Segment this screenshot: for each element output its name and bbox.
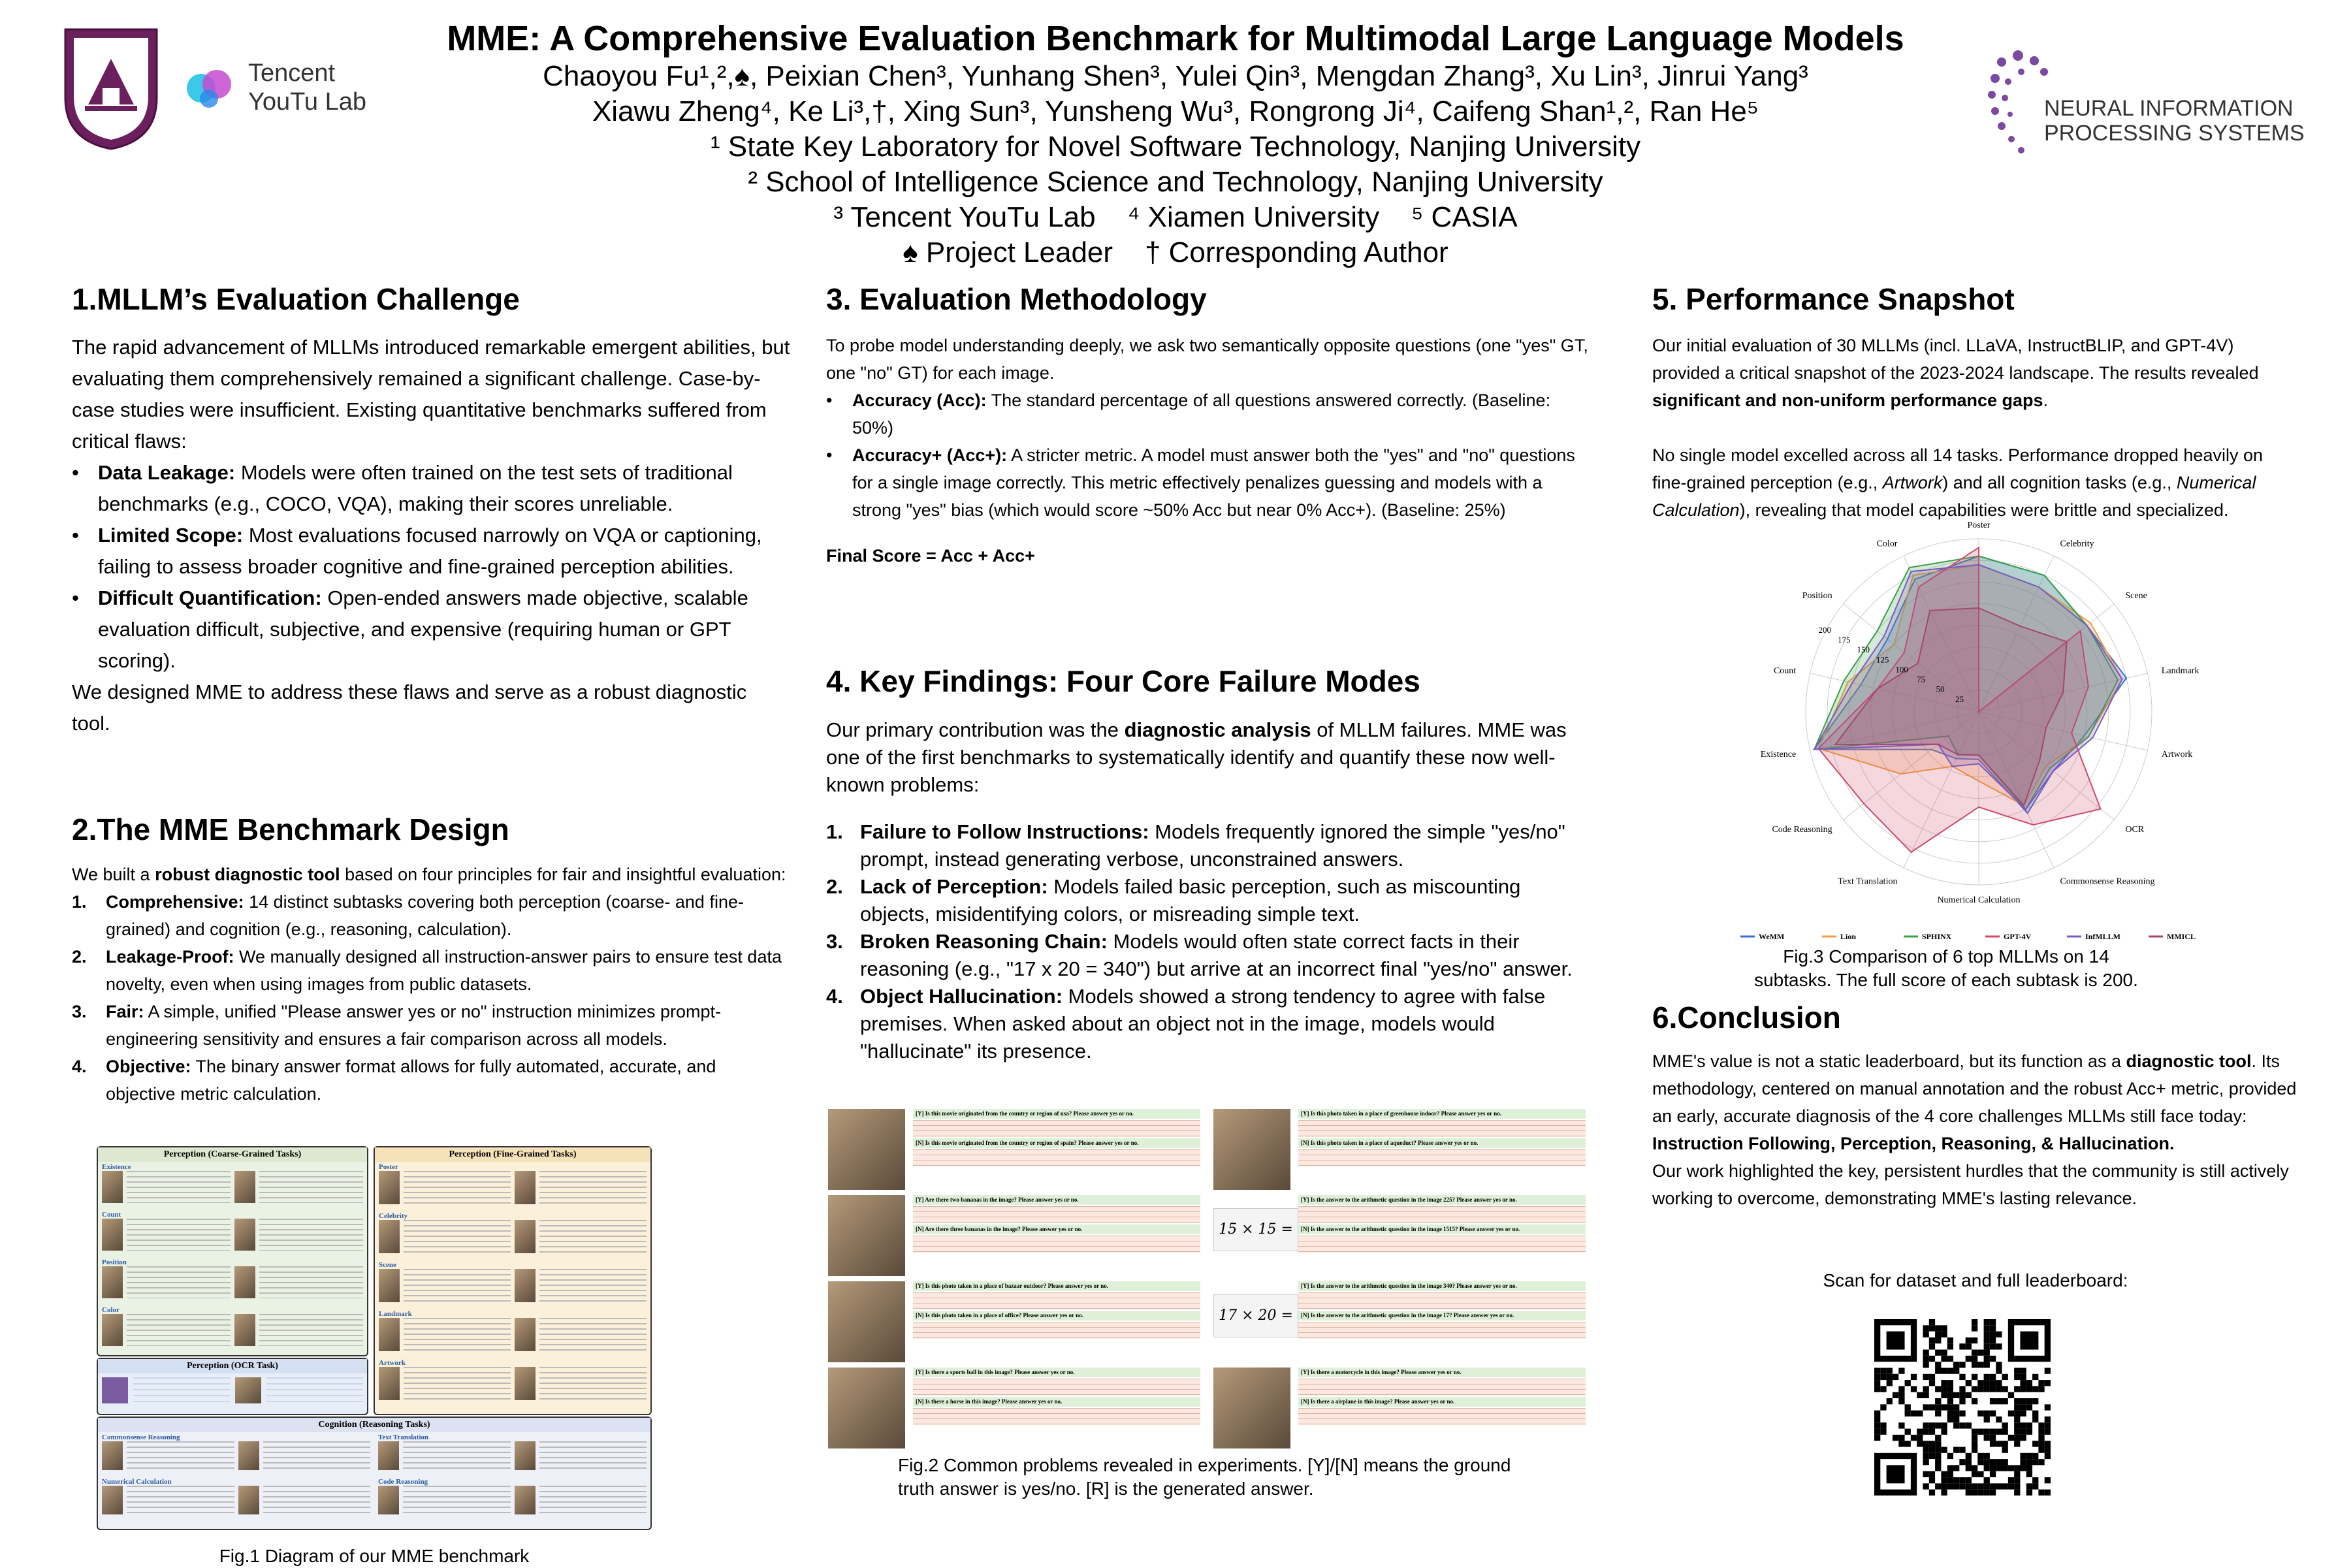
example-image [515, 1318, 536, 1351]
example-text [259, 1314, 363, 1346]
response-text [1298, 1379, 1586, 1396]
example-image [379, 1269, 400, 1302]
example-image [234, 1314, 255, 1346]
conclusion-paragraph-1: MME's value is not a static leaderboard, but its function as a diagnostic tool. Its methodology, centered on manual annotation and the robust Acc+ metric, provided an early, accurate diagnosis of the 4 core challenges MLLMs still face today: Instruction Following, Perception, Reasoning, & Hallucination. [1652, 1051, 2297, 1153]
radar-category-label: OCR [2125, 824, 2145, 835]
example-text [259, 1171, 363, 1203]
radar-tick-label: 175 [1837, 635, 1851, 645]
question-no: [N] Is there a horse in this image? Please answer yes or no. [913, 1397, 1200, 1407]
radar-tick-label: 125 [1876, 654, 1889, 665]
figure-2-caption: Fig.2 Common problems revealed in experiments. [Y]/[N] means the ground truth answer is yes/no. [R] is the generated answer. [898, 1455, 1511, 1499]
example-image [102, 1171, 123, 1203]
list-item: 1. Comprehensive: 14 distinct subtasks covering both perception (coarse- and fine-grained) and cognition (e.g., reasoning, calculation). [72, 892, 744, 939]
list-item: • Limited Scope: Most evaluations focused narrowly on VQA or captioning, failing to assess broader cognitive and fine-grained perception abilities. [98, 520, 790, 583]
section-conclusion [1652, 999, 2299, 1212]
example-text [404, 1367, 511, 1400]
list-item: 3. Fair: A simple, unified "Please answer yes or no" instruction minimizes prompt-engineering sensitivity and ensures a fair comparison across all models. [72, 1002, 722, 1049]
challenge-list [72, 457, 790, 677]
example-text [403, 1441, 511, 1470]
section-heading: 4. Key Findings: Four Core Failure Modes [826, 664, 1420, 698]
section-findings [826, 663, 1590, 1065]
example-image [102, 1486, 123, 1514]
question-no: [N] Is this photo taken in a place of office? Please answer yes or no. [913, 1311, 1200, 1320]
radar-tick-label: 100 [1895, 664, 1908, 675]
response-text [913, 1379, 1200, 1396]
question-no: [N] Is this movie originated from the country or region of spain? Please answer yes or no. [913, 1138, 1200, 1148]
example-image [515, 1486, 536, 1514]
section-heading: 3. Evaluation Methodology [826, 282, 1207, 316]
list-item: 2. Leakage-Proof: We manually designed all instruction-answer pairs to ensure test data novelty, even when using images from public datasets. [72, 947, 782, 994]
section-intro: Our primary contribution was the diagnostic analysis of MLLM failures. MME was one of the first benchmarks to systematically identify and quantify these now well-known problems: [826, 718, 1567, 796]
section-heading: 5. Performance Snapshot [1652, 282, 2015, 316]
example-image [515, 1367, 536, 1400]
radar-category-label: Poster [1967, 520, 1991, 530]
example-card [1213, 1195, 1586, 1276]
legend-label: MMICL [2167, 932, 2196, 941]
radar-category-label: Numerical Calculation [1937, 895, 2021, 905]
box-title: Perception (Coarse-Grained Tasks) [98, 1147, 367, 1162]
example-card [828, 1368, 1200, 1448]
radar-category-label: Text Translation [1838, 876, 1898, 887]
task-tag: Numerical Calculation [102, 1478, 172, 1486]
section-intro: We built a robust diagnostic tool based on four principles for fair and insightful evaluation: [72, 865, 786, 884]
task-row [98, 1162, 367, 1209]
example-image [828, 1281, 905, 1362]
list-item: • Data Leakage: Models were often trained on the test sets of traditional benchmarks (e.g., COCO, VQA), making their scores unreliable. [98, 457, 790, 520]
metric-list [826, 387, 1590, 524]
tencent-logo-text-2: YouTu Lab [248, 88, 367, 116]
example-image [379, 1367, 400, 1400]
conclusion-paragraph-2: Our work highlighted the key, persistent hurdles that the community is still actively working to overcome, demonstrating MME's lasting relevance. [1652, 1161, 2289, 1208]
section-intro: To probe model understanding deeply, we ask two semantically opposite questions (one "yes" GT, one "no" GT) for each image. [826, 336, 1588, 383]
response-text [1298, 1206, 1586, 1223]
example-text [404, 1318, 511, 1351]
example-card [828, 1281, 1200, 1362]
box-title: Cognition (Reasoning Tasks) [98, 1418, 650, 1432]
task-row [374, 1432, 650, 1477]
example-card [1213, 1109, 1586, 1190]
question-yes: [Y] Is there a sports ball in this image? Please answer yes or no. [913, 1368, 1200, 1377]
legend-label: Lion [1840, 932, 1857, 941]
principle-list [72, 888, 790, 1108]
task-tag: Landmark [379, 1310, 412, 1318]
question-no: [N] Is this photo taken in a place of aqueduct? Please answer yes or no. [1298, 1138, 1586, 1148]
list-item: • Difficult Quantification: Open-ended answers made objective, scalable evaluation difficult, subjective, and expensive (requiring human or GPT scoring). [98, 583, 790, 677]
example-image [102, 1314, 123, 1346]
question-no: [N] Are there three bananas in the image? Please answer yes or no. [913, 1224, 1200, 1234]
tencent-logo-text-1: Tencent [248, 59, 336, 87]
authors-line-2: Xiawu Zheng⁴, Ke Li³,†, Xing Sun³, Yunsheng Wu³, Rongrong Ji⁴, Caifeng Shan¹,², Ran He⁵ [592, 95, 1759, 127]
task-tag: Text Translation [378, 1433, 429, 1441]
question-no: [N] Is the answer to the arithmetic question in the image 1515? Please answer yes or no. [1298, 1224, 1586, 1234]
box-title: Perception (Fine-Grained Tasks) [375, 1147, 650, 1162]
ocr-perception-box [97, 1358, 368, 1415]
example-image [379, 1171, 400, 1204]
example-text [259, 1266, 363, 1298]
list-item: 3. Broken Reasoning Chain: Models would often state correct facts in their reasoning (e.g., "17 x 20 = 340") but arrive at an incorrect final "yes/no" answer. [826, 930, 1573, 980]
radar-category-label: Color [1876, 539, 1898, 549]
example-text [539, 1318, 647, 1351]
example-card [828, 1109, 1200, 1190]
response-text [1298, 1292, 1586, 1309]
example-text [539, 1269, 647, 1302]
example-image [515, 1220, 536, 1253]
example-image [238, 1486, 259, 1514]
affiliation-1: ¹ State Key Laboratory for Novel Software Technology, Nanjing University [710, 131, 1641, 163]
performance-paragraph-1: Our initial evaluation of 30 MLLMs (incl. LLaVA, InstructBLIP, and GPT-4V) provided a critical snapshot of the 2023-2024 landscape. The results revealed significant and non-uniform performance gaps. [1652, 336, 2259, 410]
tencent-youtu-logo [183, 59, 372, 118]
task-row [375, 1260, 650, 1309]
box-title: Perception (OCR Task) [98, 1359, 367, 1373]
task-row [98, 1432, 374, 1477]
cognition-box [97, 1416, 652, 1530]
question-yes: [Y] Is this movie originated from the country or region of usa? Please answer yes or no. [913, 1109, 1200, 1119]
poster-title: MME: A Comprehensive Evaluation Benchmark for Multimodal Large Language Models [447, 19, 1904, 58]
legend-label: WeMM [1759, 932, 1785, 941]
qr-caption: Scan for dataset and full leaderboard: [1823, 1270, 2128, 1290]
task-tag: Celebrity [379, 1212, 408, 1220]
example-text [539, 1171, 647, 1204]
radar-category-label: Commonsense Reasoning [2060, 876, 2155, 887]
list-item: 4. Object Hallucination: Models showed a strong tendency to agree with false premises. When asked about an object not in the image, models would "hallucinate" its presence. [826, 985, 1546, 1063]
example-text [263, 1486, 371, 1514]
section-design [72, 811, 790, 1108]
affiliation-3: ³ Tencent YouTu Lab ⁴ Xiamen University ⁵ CASIA [833, 201, 1518, 233]
example-text [404, 1220, 511, 1253]
radar-category-label: Scene [2125, 591, 2147, 601]
example-image [515, 1171, 536, 1204]
example-image [1213, 1368, 1290, 1448]
example-text [127, 1486, 234, 1514]
response-text [913, 1206, 1200, 1223]
legend-label: GPT-4V [2004, 932, 2032, 941]
question-yes: [Y] Is this photo taken in a place of greenhouse indoor? Please answer yes or no. [1298, 1109, 1586, 1119]
neurips-logo-text-2: PROCESSING SYSTEMS [2044, 121, 2305, 146]
example-card [1213, 1281, 1586, 1362]
fine-perception-box [374, 1146, 652, 1415]
radar-tick-label: 200 [1818, 624, 1832, 635]
example-image [515, 1441, 536, 1470]
response-text [1298, 1120, 1586, 1137]
question-yes: [Y] Are there two bananas in the image? Please answer yes or no. [913, 1195, 1200, 1205]
affiliation-4: ♠ Project Leader † Corresponding Author [903, 236, 1448, 268]
question-yes: [Y] Is this photo taken in a place of bazaar outdoor? Please answer yes or no. [913, 1281, 1200, 1291]
question-yes: [Y] Is the answer to the arithmetic question in the image 340? Please answer yes or no. [1298, 1281, 1586, 1291]
example-text [259, 1219, 363, 1251]
section-performance [1652, 281, 2299, 524]
neurips-logo [1979, 42, 2318, 167]
task-tag: Code Reasoning [378, 1478, 428, 1486]
final-score-formula: Final Score = Acc + Acc+ [826, 546, 1035, 566]
example-image [379, 1318, 400, 1351]
example-image [828, 1195, 905, 1276]
failure-mode-list [826, 818, 1590, 1065]
task-tag: Commonsense Reasoning [102, 1433, 180, 1441]
example-text [539, 1220, 647, 1253]
fine-task-rows [375, 1162, 650, 1407]
author-block [366, 59, 1985, 270]
example-text [127, 1314, 231, 1346]
example-card [1213, 1368, 1586, 1448]
section-methodology [826, 281, 1590, 569]
example-text [127, 1219, 231, 1251]
task-tag: Existence [102, 1163, 131, 1171]
radar-category-label: Code Reasoning [1772, 824, 1832, 835]
list-item: • Accuracy (Acc): The standard percentage of all questions answered correctly. (Baseline: 50%) [852, 387, 1590, 441]
question-no: [N] Is there a airplane in this image? Please answer yes or no. [1298, 1397, 1586, 1407]
example-text [539, 1441, 647, 1470]
response-text [913, 1236, 1200, 1253]
response-text [913, 1120, 1200, 1137]
task-row [375, 1309, 650, 1358]
example-card [828, 1195, 1200, 1276]
affiliation-2: ² School of Intelligence Science and Technology, Nanjing University [748, 166, 1603, 198]
authors-line-1: Chaoyou Fu¹,²,♠, Peixian Chen³, Yunhang Shen³, Yulei Qin³, Mengdan Zhang³, Xu Lin³, Jinrui Yang³ [543, 60, 1808, 92]
response-text [1298, 1408, 1586, 1425]
list-item: 2. Lack of Perception: Models failed basic perception, such as miscounting objects, misidentifying colors, or misreading simple text. [826, 875, 1521, 925]
youtu-mark-icon [183, 62, 235, 114]
example-image [379, 1220, 400, 1253]
example-image [515, 1269, 536, 1302]
task-tag: Color [102, 1306, 120, 1314]
section-heading: 2.The MME Benchmark Design [72, 812, 509, 846]
question-no: [N] Is the answer to the arithmetic question in the image 17? Please answer yes or no. [1298, 1311, 1586, 1320]
legend-label: SPHINX [1922, 932, 1952, 941]
example-image [102, 1441, 123, 1470]
example-text [539, 1367, 647, 1400]
task-row [375, 1211, 650, 1260]
cognition-task-rows [98, 1432, 650, 1521]
list-item: 4. Objective: The binary answer format allows for fully automated, accurate, and objective metric calculation. [72, 1057, 716, 1104]
task-row [375, 1162, 650, 1211]
math-image: 15 × 15 = [1213, 1208, 1298, 1251]
example-text [263, 1441, 371, 1470]
list-item: • Accuracy+ (Acc+): A stricter metric. A model must answer both the "yes" and "no" questions for a single image correctly. This metric effectively penalizes guessing and models with a strong "yes" bias (which would score ~50% Acc but near 0% Acc+). (Baseline: 25%) [852, 441, 1590, 524]
task-row [375, 1358, 650, 1407]
qr-code[interactable] [1874, 1319, 2051, 1496]
coarse-task-rows [98, 1162, 367, 1352]
section-outro: We designed MME to address these flaws and serve as a robust diagnostic tool. [72, 680, 747, 735]
example-image [234, 1266, 255, 1298]
example-text [403, 1486, 511, 1514]
nju-logo [62, 26, 160, 150]
neurips-logo-text-1: NEURAL INFORMATION [2044, 96, 2294, 121]
example-image [1213, 1109, 1290, 1190]
response-text [913, 1292, 1200, 1309]
radar-tick-label: 25 [1955, 694, 1964, 704]
task-row [98, 1257, 367, 1305]
example-image [378, 1441, 399, 1470]
task-tag: Count [102, 1211, 121, 1219]
math-image: 17 × 20 = [1213, 1294, 1298, 1337]
section-heading: 6.Conclusion [1652, 1000, 1841, 1034]
task-tag: Position [102, 1258, 127, 1266]
section-heading: 1.MLLM’s Evaluation Challenge [72, 282, 520, 316]
task-tag: Artwork [379, 1359, 406, 1367]
example-text [404, 1269, 511, 1302]
response-text [1298, 1236, 1586, 1253]
section-challenge [72, 281, 790, 739]
radar-tick-label: 50 [1936, 684, 1945, 694]
example-image [828, 1368, 905, 1448]
example-image [234, 1171, 255, 1203]
example-image [238, 1441, 259, 1470]
example-image [102, 1266, 123, 1298]
task-row [374, 1477, 650, 1521]
radar-category-label: Position [1802, 591, 1832, 601]
response-text [913, 1408, 1200, 1425]
example-image [378, 1486, 399, 1514]
task-tag: Scene [379, 1261, 396, 1269]
task-row [98, 1477, 374, 1521]
example-text [539, 1486, 647, 1514]
example-text [127, 1266, 231, 1298]
list-item: 1. Failure to Follow Instructions: Models frequently ignored the simple "yes/no" prompt, instead generating verbose, unconstrained answers. [826, 820, 1565, 871]
response-text [913, 1322, 1200, 1339]
task-row [98, 1209, 367, 1257]
figure-1-diagram [97, 1146, 652, 1531]
figure-3-caption: Fig.3 Comparison of 6 top MLLMs on 14 subtasks. The full score of each subtask is 200. [1754, 946, 2138, 990]
example-image [234, 1219, 255, 1251]
example-text [127, 1171, 231, 1203]
example-image [102, 1219, 123, 1251]
question-yes: [Y] Is there a motorcycle in this image? Please answer yes or no. [1298, 1368, 1586, 1377]
figure-1-caption: Fig.1 Diagram of our MME benchmark [219, 1546, 530, 1566]
example-text [404, 1171, 511, 1204]
task-tag: Poster [379, 1163, 398, 1171]
performance-paragraph-2: No single model excelled across all 14 tasks. Performance dropped heavily on fine-grained perception (e.g., Artwork) and all cognition tasks (e.g., Numerical Calculation), revealing that model capabilities were brittle and specialized. [1652, 445, 2263, 520]
radar-category-label: Existence [1760, 749, 1797, 760]
response-text [913, 1149, 1200, 1166]
example-text [127, 1441, 234, 1470]
radar-tick-label: 75 [1917, 674, 1926, 684]
figure-2-examples [828, 1109, 1586, 1448]
radar-category-label: Celebrity [2060, 539, 2094, 549]
question-yes: [Y] Is the answer to the arithmetic question in the image 225? Please answer yes or no. [1298, 1195, 1586, 1205]
radar-tick-label: 150 [1857, 645, 1870, 655]
example-image [828, 1109, 905, 1190]
response-text [1298, 1149, 1586, 1166]
radar-category-label: Count [1773, 666, 1797, 677]
radar-chart [1718, 516, 2240, 947]
radar-category-label: Artwork [2161, 749, 2193, 760]
coarse-perception-box [97, 1146, 368, 1356]
radar-category-label: Landmark [2161, 666, 2199, 677]
section-intro: The rapid advancement of MLLMs introduced remarkable emergent abilities, but evaluating them comprehensively remained a significant challenge. Case-by-case studies were insufficient. Existing quantitative benchmarks suffered from critical flaws: [72, 336, 790, 453]
legend-label: InfMLLM [2085, 932, 2120, 941]
response-text [1298, 1322, 1586, 1339]
task-row [98, 1305, 367, 1352]
